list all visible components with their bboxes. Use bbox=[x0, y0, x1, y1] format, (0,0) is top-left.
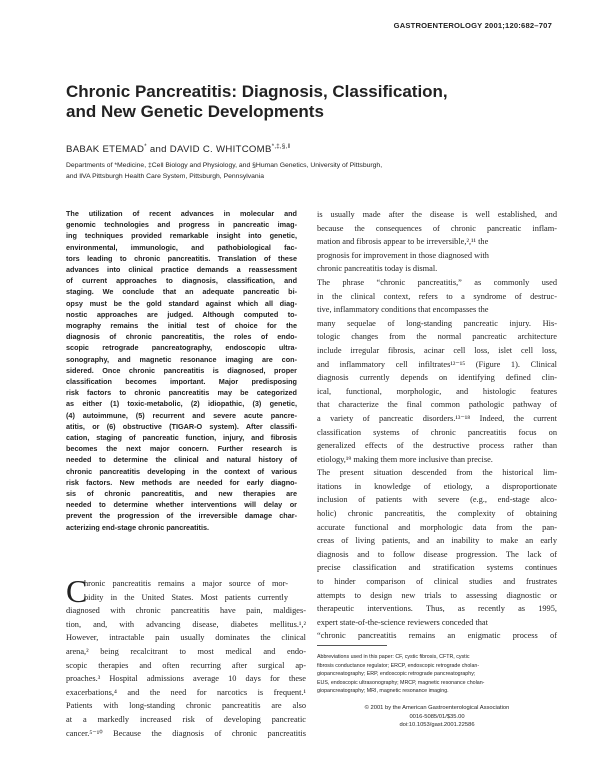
abstract-line: atitis, or (6) obstructive (TIGAR-O system). After classifi- bbox=[66, 421, 297, 431]
abstract-line: ing techniques provided remarkable insight into genetic, bbox=[66, 231, 297, 241]
body-line: in the clinical context, refers to a syndrome of destruc- bbox=[317, 291, 557, 301]
body-line: The phrase “chronic pancreatitis,” as commonly used bbox=[317, 277, 557, 287]
abstract-line: nostic approaches are judged. Although computed to- bbox=[66, 309, 297, 319]
copyright-line: doi:10.1053/gast.2001.22586 bbox=[399, 722, 475, 729]
body-line: include irregular fibrosis, acinar cell loss, islet cell loss, bbox=[317, 345, 557, 355]
body-line: scopic therapies and often recurring after surgical ap- bbox=[66, 660, 306, 670]
abstract-line: The utilization of recent advances in molecular and bbox=[66, 209, 297, 218]
body-line: inclusion of patients with severe (e.g., end-stage alco- bbox=[317, 495, 557, 505]
body-line: accurate functional and morphologic data from the pan- bbox=[317, 522, 557, 532]
author-conjunction: and bbox=[149, 144, 167, 156]
abstract-line: needed to determine the clinical and natural history of bbox=[66, 455, 297, 465]
body-line: diagnosis currently depends on identifying defined clin- bbox=[317, 373, 557, 383]
author-name: DAVID C. WHITCOMB bbox=[169, 144, 272, 156]
body-line: mation and fibrosis appear to be irreversible,²,¹¹ the bbox=[317, 237, 489, 247]
body-line: Patients with long-standing chronic pancreatitis are also bbox=[66, 701, 306, 711]
body-line: proaches.³ Hospital admissions average 10 days for these bbox=[66, 674, 306, 684]
body-line: tion, and, with advancing disease, diabetes mellitus.¹,² bbox=[66, 619, 306, 629]
abstract-line: prevent the progression of the irreversible damage char- bbox=[66, 511, 297, 521]
abstract-line: tors leading to chronic pancreatitis. Translation of these bbox=[66, 253, 297, 263]
body-line: because the consequences of chronic pancreatic inflam- bbox=[317, 223, 557, 233]
body-line: tive, inflammatory conditions that encompasses the bbox=[317, 305, 489, 315]
abstract-line: environmental, immunologic, and pathobiological fac- bbox=[66, 242, 297, 252]
affiliation-line: Departments of *Medicine, ‡Cell Biology and Physiology, and §Human Genetics, University of Pittsburgh, bbox=[66, 162, 383, 169]
body-line: generalized effects of the destructive process rather than bbox=[317, 441, 557, 451]
body-line: cancer.⁵⁻¹⁰ Because the diagnosis of chronic pancreatitis bbox=[66, 728, 306, 738]
abstract-line: advances into clinical practice demands a reassessment bbox=[66, 265, 297, 275]
abstract-line: (4) autoimmune, (5) recurrent and severe acute pancre- bbox=[66, 410, 297, 420]
title-line: Chronic Pancreatitis: Diagnosis, Classification, bbox=[66, 82, 448, 101]
title-line: and New Genetic Developments bbox=[66, 101, 324, 121]
abstract-line: staging. We conclude that an adequate pancreatic bi- bbox=[66, 287, 297, 297]
abstract-line: mography remains the initial test of choice for the bbox=[66, 321, 297, 331]
abbreviations-footnote bbox=[317, 653, 557, 696]
author-list bbox=[66, 144, 290, 155]
footnote-line: EUS, endoscopic ultrasonography; MRCP, magnetic resonance cholan- bbox=[317, 679, 485, 686]
copyright-line: 0016-5085/01/$35.00 bbox=[409, 713, 465, 720]
body-line: precise classification and stratification systems continues bbox=[317, 563, 557, 573]
abstract-line: sis of chronic pancreatitis, and new therapies are bbox=[66, 489, 297, 499]
author-name: BABAK ETEMAD bbox=[66, 144, 145, 156]
body-line: chronic pancreatitis today is dismal. bbox=[317, 264, 438, 274]
body-line: diagnosed with chronic pancreatitis have pain, maldiges- bbox=[66, 606, 306, 616]
abstract-line: risk factors to chronic pancreatitis may be categorized bbox=[66, 388, 297, 398]
abstract-line: genomic technologies and progress in pancreatic imag- bbox=[66, 220, 297, 230]
body-line: expert state-of-the-science reviewers conceded that bbox=[317, 617, 488, 627]
body-line: at a markedly increased risk of developing pancreatic bbox=[66, 714, 306, 724]
body-line: ical, functional, morphologic, and histologic features bbox=[317, 386, 557, 396]
abstract-line: sonography, and magnetic resonance imaging are con- bbox=[66, 354, 297, 364]
body-line: However, intractable pain usually dominates the clinical bbox=[66, 633, 306, 643]
abstract-line: sidered. Once chronic pancreatitis is diagnosed, proper bbox=[66, 365, 297, 375]
author-affiliation-mark: *,‡,§,‖ bbox=[271, 144, 291, 150]
body-line: that characterize the final common pathologic pathway of bbox=[317, 400, 557, 410]
abstract-line: needed to determine whether interventions will delay or bbox=[66, 500, 297, 510]
journal-running-header: GASTROENTEROLOGY 2001;120:682–707 bbox=[393, 21, 552, 30]
body-line: many sequelae of long-standing pancreatic injury. His- bbox=[317, 318, 557, 328]
body-line: to hinder comparison of clinical studies and frustrates bbox=[317, 577, 557, 587]
body-line: a variety of pancreatic disorders.¹³⁻¹⁸ Indeed, the current bbox=[317, 413, 557, 423]
body-line: therapeutic interventions. Thus, as recently as 1995, bbox=[317, 604, 557, 614]
footnote-divider bbox=[317, 645, 387, 646]
abstract-line: classification becomes important. Major predisposing bbox=[66, 377, 297, 387]
body-line: diagnosis and to follow disease progression. The lack of bbox=[317, 549, 557, 559]
body-line: arena,² being recalcitrant to most medical and endo- bbox=[66, 646, 306, 656]
abstract-line: chronic pancreatitis developing in the context of various bbox=[66, 466, 297, 476]
footnote-line: giopancreatography; ERP, endoscopic retrograde pancreatography; bbox=[317, 671, 476, 678]
affiliation-line: and ‖VA Pittsburgh Health Care System, Pittsburgh, Pennsylvania bbox=[66, 173, 265, 180]
abstract bbox=[66, 208, 297, 533]
body-text-right-column bbox=[317, 208, 557, 643]
body-line: and inflammatory cell infiltrates¹²⁻¹⁵ (Figure 1). Clinical bbox=[317, 359, 557, 369]
footnote-line: fibrosis conductance regulator; ERCP, endoscopic retrograde cholan- bbox=[317, 662, 480, 669]
abstract-line: becomes the next major concern. Further research is bbox=[66, 444, 297, 454]
drop-cap: C bbox=[66, 573, 88, 609]
abstract-line: of current approaches to diagnosis, classification, and bbox=[66, 276, 297, 286]
body-line: hronic pancreatitis remains a major source of mor- bbox=[84, 579, 288, 588]
body-line: creas of living patients, and an inability to make an early bbox=[317, 536, 557, 546]
body-line: bidity in the United States. Most patients currently bbox=[84, 592, 288, 602]
abstract-line: acterizing end-stage chronic pancreatitis. bbox=[66, 522, 210, 532]
footnote-line: Abbreviations used in this paper: CF, cystic fibrosis, CFTR, cystic bbox=[317, 654, 470, 660]
body-line: exacerbations,⁴ and the need for narcotics is frequent.¹ bbox=[66, 687, 306, 697]
author-affiliation-mark: * bbox=[144, 144, 147, 150]
abstract-line: scopic retrograde pancreatography, endoscopic ultra- bbox=[66, 343, 297, 353]
body-line: attempts to design new trials to assessing diagnostic or bbox=[317, 590, 557, 600]
abstract-line: as either (1) toxic-metabolic, (2) idiopathic, (3) genetic, bbox=[66, 399, 297, 409]
body-line: itations in knowledge of etiology, a disproportionate bbox=[317, 481, 557, 491]
footnote-line: giopancreatography; MRI, magnetic resonance imaging. bbox=[317, 688, 449, 695]
abstract-line: opsy must be the gold standard against which all diag- bbox=[66, 298, 297, 308]
body-line: prognosis for improvement in those diagnosed with bbox=[317, 250, 489, 260]
abstract-line: cation, staging of pancreatic function, injury, and fibrosis bbox=[66, 433, 297, 443]
body-line: etiology,¹⁹ making them more inclusive than precise. bbox=[317, 454, 493, 464]
body-line: is usually made after the disease is well established, and bbox=[317, 210, 557, 219]
body-line: holic) chronic pancreatitis, the complexity of obtaining bbox=[317, 509, 557, 519]
copyright-block bbox=[317, 704, 557, 730]
body-text-left-column bbox=[66, 573, 306, 740]
copyright-line: © 2001 by the American Gastroenterological Association bbox=[364, 705, 510, 711]
abstract-line: diagnosis of chronic pancreatitis, the roles of endo- bbox=[66, 332, 297, 342]
body-line: The present situation descended from the historical lim- bbox=[317, 468, 557, 478]
body-line: “chronic pancreatitis remains an enigmatic process of bbox=[317, 631, 557, 641]
article-title bbox=[66, 82, 536, 121]
abstract-line: risk factors. New methods are needed for early diagno- bbox=[66, 477, 297, 487]
author-affiliations bbox=[66, 160, 536, 182]
body-line: classification systems of chronic pancreatitis focus on bbox=[317, 427, 557, 437]
body-line: tologic changes from the normal pancreatic architecture bbox=[317, 332, 557, 342]
